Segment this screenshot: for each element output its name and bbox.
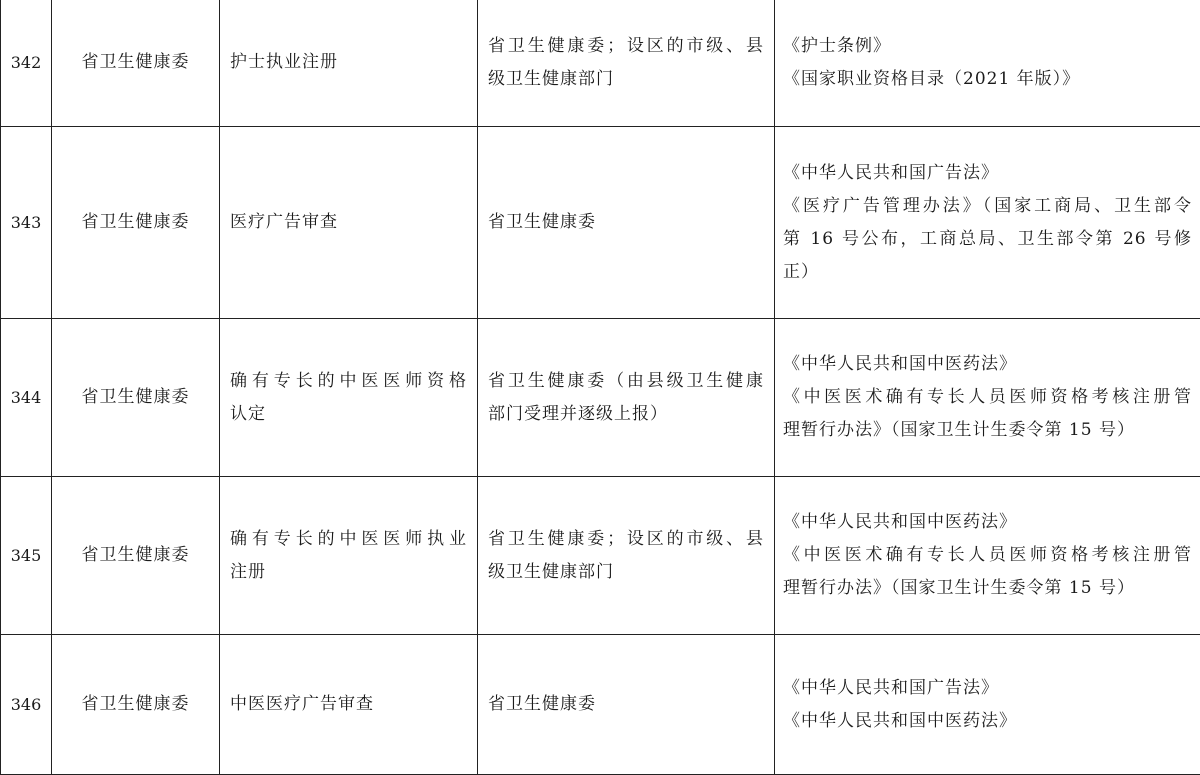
row-number: 342 bbox=[1, 0, 52, 127]
legal-basis-cell bbox=[775, 0, 1200, 127]
item-line: 中医医疗广告审查 bbox=[230, 688, 467, 721]
row-number: 346 bbox=[1, 635, 52, 775]
item-cell bbox=[220, 319, 478, 477]
legal-basis-line: 《中医医术确有专长人员医师资格考核注册管 bbox=[783, 381, 1192, 414]
department-cell: 省卫生健康委 bbox=[52, 319, 220, 477]
table-row bbox=[1, 319, 1200, 477]
authority-line: 省卫生健康委；设区的市级、县 bbox=[488, 30, 764, 63]
authority-cell bbox=[478, 127, 775, 319]
legal-basis-line: 《中华人民共和国广告法》 bbox=[783, 672, 1192, 705]
row-number: 345 bbox=[1, 477, 52, 635]
legal-basis-line: 正） bbox=[783, 256, 1192, 289]
legal-basis-line: 《护士条例》 bbox=[783, 30, 1192, 63]
authority-line: 级卫生健康部门 bbox=[488, 63, 764, 96]
authority-line: 省卫生健康委（由县级卫生健康 bbox=[488, 365, 764, 398]
department-cell: 省卫生健康委 bbox=[52, 635, 220, 775]
item-cell bbox=[220, 635, 478, 775]
legal-basis-cell bbox=[775, 127, 1200, 319]
legal-basis-line: 第 16 号公布，工商总局、卫生部令第 26 号修 bbox=[783, 223, 1192, 256]
legal-basis-line: 《中华人民共和国广告法》 bbox=[783, 157, 1192, 190]
authority-cell bbox=[478, 319, 775, 477]
item-line: 医疗广告审查 bbox=[230, 206, 467, 239]
legal-basis-line: 《中华人民共和国中医药法》 bbox=[783, 506, 1192, 539]
table-row bbox=[1, 635, 1200, 775]
legal-basis-cell bbox=[775, 319, 1200, 477]
item-line: 护士执业注册 bbox=[230, 46, 467, 79]
item-line: 确有专长的中医医师执业 bbox=[230, 523, 467, 556]
department-cell: 省卫生健康委 bbox=[52, 0, 220, 127]
legal-basis-line: 理暂行办法》（国家卫生计生委令第 15 号） bbox=[783, 572, 1192, 605]
row-number: 344 bbox=[1, 319, 52, 477]
row-number: 343 bbox=[1, 127, 52, 319]
table-row bbox=[1, 127, 1200, 319]
item-line: 注册 bbox=[230, 556, 467, 589]
table-row bbox=[1, 477, 1200, 635]
department-cell: 省卫生健康委 bbox=[52, 127, 220, 319]
legal-basis-line: 理暂行办法》（国家卫生计生委令第 15 号） bbox=[783, 414, 1192, 447]
authority-cell bbox=[478, 477, 775, 635]
item-cell bbox=[220, 477, 478, 635]
legal-basis-cell bbox=[775, 635, 1200, 775]
authority-cell bbox=[478, 635, 775, 775]
authority-line: 部门受理并逐级上报） bbox=[488, 398, 764, 431]
legal-basis-line: 《医疗广告管理办法》（国家工商局、卫生部令 bbox=[783, 190, 1192, 223]
legal-basis-cell bbox=[775, 477, 1200, 635]
legal-basis-line: 《国家职业资格目录（2021 年版）》 bbox=[783, 63, 1192, 96]
legal-basis-line: 《中华人民共和国中医药法》 bbox=[783, 348, 1192, 381]
authority-line: 省卫生健康委；设区的市级、县 bbox=[488, 523, 764, 556]
item-cell bbox=[220, 127, 478, 319]
authority-line: 级卫生健康部门 bbox=[488, 556, 764, 589]
legal-basis-line: 《中医医术确有专长人员医师资格考核注册管 bbox=[783, 539, 1192, 572]
table-row bbox=[1, 0, 1200, 127]
department-cell: 省卫生健康委 bbox=[52, 477, 220, 635]
item-line: 确有专长的中医医师资格 bbox=[230, 365, 467, 398]
item-line: 认定 bbox=[230, 398, 467, 431]
authority-line: 省卫生健康委 bbox=[488, 688, 764, 721]
authority-cell bbox=[478, 0, 775, 127]
item-cell bbox=[220, 0, 478, 127]
authority-line: 省卫生健康委 bbox=[488, 206, 764, 239]
legal-basis-line: 《中华人民共和国中医药法》 bbox=[783, 705, 1192, 738]
